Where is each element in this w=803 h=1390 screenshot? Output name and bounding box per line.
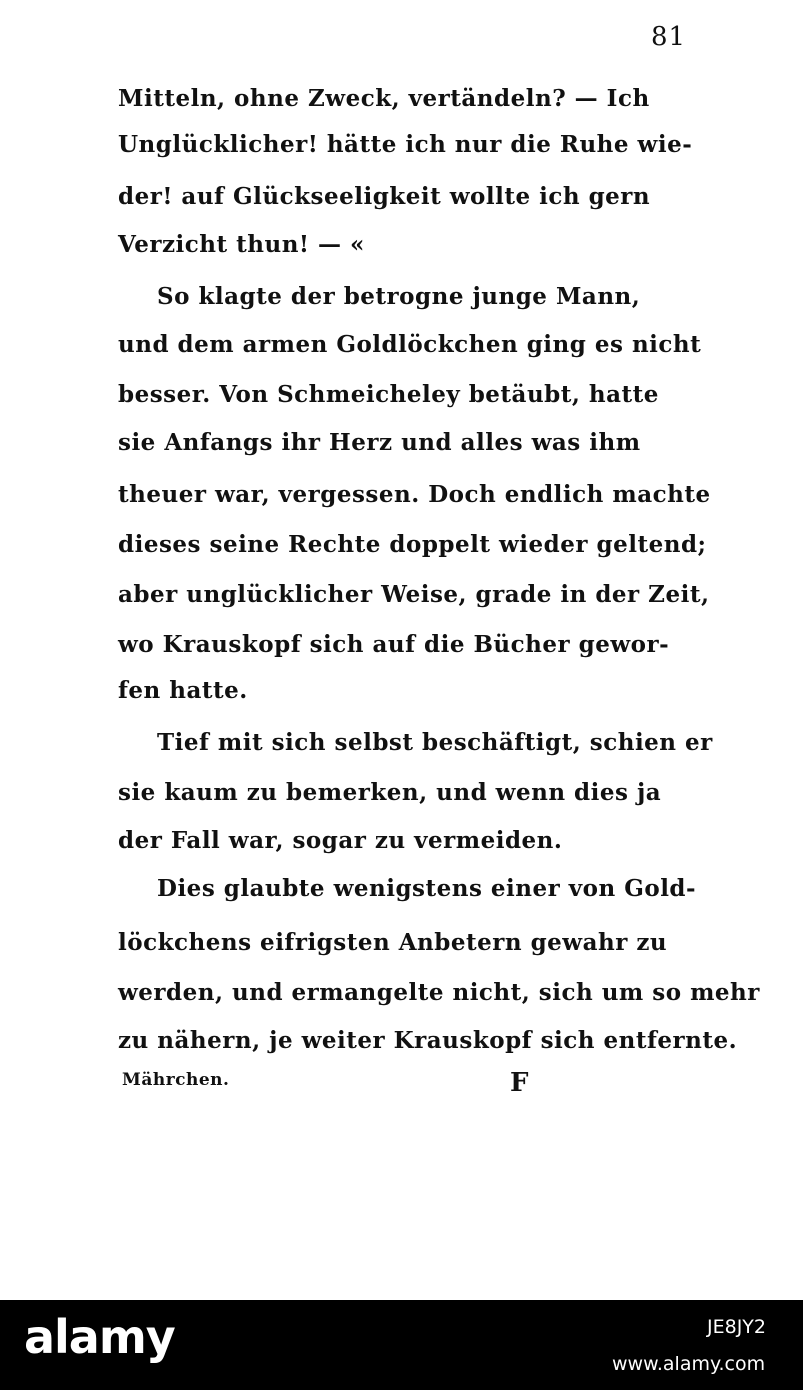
page-number: 81 [651,22,687,52]
text-line: sie kaum zu bemerken, und wenn dies ja [118,779,662,806]
text-line: der! auf Glückseeligkeit wollte ich gern [118,183,651,210]
text-line: wo Krauskopf sich auf die Bücher gewor- [118,631,670,658]
paragraph-start-line: Dies glaubte wenigstens einer von Gold- [157,875,697,902]
text-line: aber unglücklicher Weise, grade in der Zeit, [118,581,710,608]
text-line: fen hatte. [118,677,248,704]
paragraph-start-line: So klagte der betrogne junge Mann, [157,283,641,310]
text-line: dieses seine Rechte doppelt wieder geltend; [118,531,707,558]
text-line: zu nähern, je weiter Krauskopf sich entfernte. [118,1027,738,1054]
text-line: besser. Von Schmeicheley betäubt, hatte [118,381,659,408]
text-line: Verzicht thun! — « [118,231,365,258]
signature-title: Mährchen. [122,1070,230,1090]
text-line: theuer war, vergessen. Doch endlich machte [118,481,711,508]
paragraph-start-line: Tief mit sich selbst beschäftigt, schien er [157,729,713,756]
text-line: und dem armen Goldlöckchen ging es nicht [118,331,702,358]
image-id: JE8JY2 [707,1316,766,1338]
text-line: löckchens eifrigsten Anbetern gewahr zu [118,929,668,956]
text-line: Mitteln, ohne Zweck, vertändeln? — Ich [118,85,650,112]
watermark-logo: alamy [24,1310,175,1364]
text-line: werden, und ermangelte nicht, sich um so mehr [118,979,760,1006]
signature-mark: F [510,1068,529,1098]
text-line: sie Anfangs ihr Herz und alles was ihm [118,429,641,456]
text-line: der Fall war, sogar zu vermeiden. [118,827,563,854]
watermark-url: www.alamy.com [612,1353,766,1375]
text-line: Unglücklicher! hätte ich nur die Ruhe wie- [118,131,693,158]
